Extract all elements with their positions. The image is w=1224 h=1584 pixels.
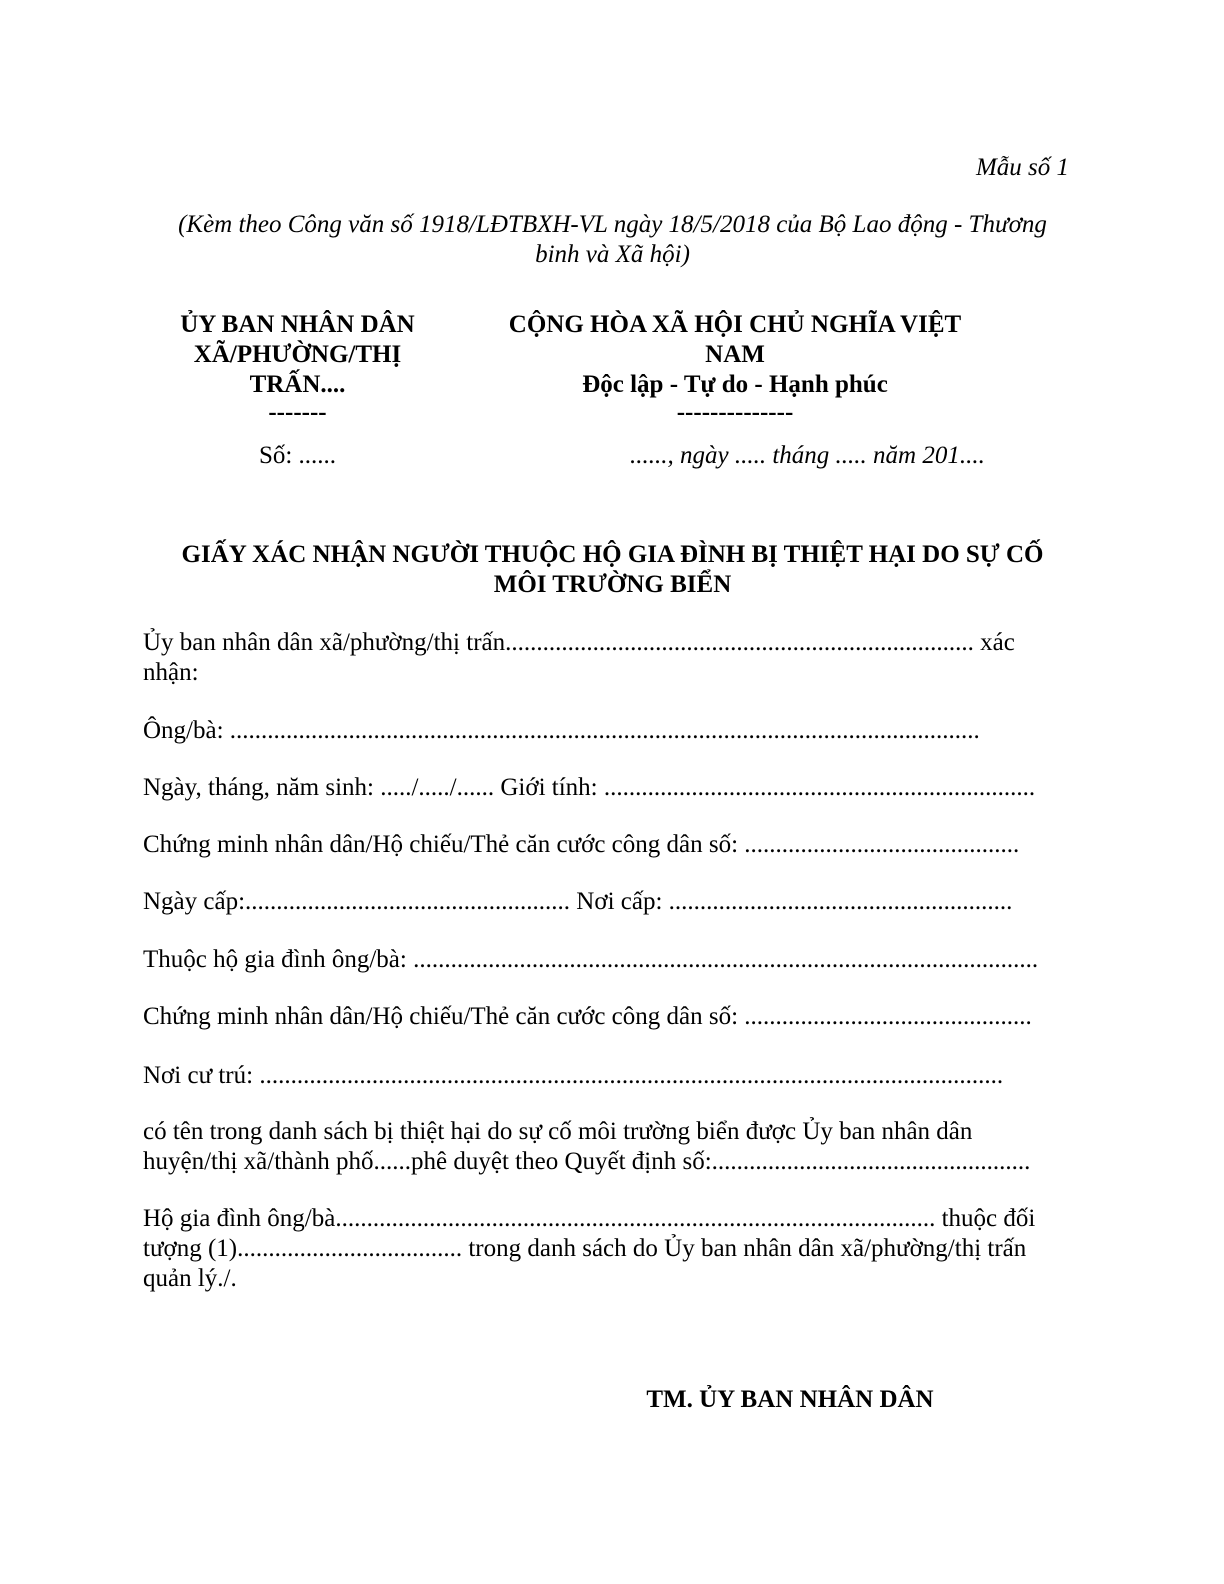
reference-note-line-2: binh và Xã hội): [535, 241, 690, 268]
issuer-line-1: ỦY BAN NHÂN DÂN: [180, 311, 415, 338]
issuer-divider: -------: [268, 399, 327, 426]
national-name-line-2: NAM: [705, 341, 765, 368]
signature-title: TM. ỦY BAN NHÂN DÂN: [646, 1386, 934, 1413]
id-number-field: Chứng minh nhân dân/Hộ chiếu/Thẻ căn cước công dân số: ............................................: [143, 831, 1020, 858]
category-line-1: Hộ gia đình ông/bà................................................................................................ thuộc đối: [143, 1205, 1036, 1232]
document-title-line-2: MÔI TRƯỜNG BIỂN: [493, 571, 732, 598]
national-header-block: [470, 310, 1000, 426]
national-motto: Độc lập - Tự do - Hạnh phúc: [582, 371, 888, 398]
issuer-line-3: TRẤN....: [249, 371, 346, 398]
approval-list-paragraph: [143, 1117, 1078, 1177]
intro-line-2: nhận:: [143, 659, 199, 686]
document-title: [145, 540, 1080, 600]
category-line-3: quản lý./.: [143, 1265, 237, 1292]
issuer-block: [150, 310, 445, 426]
national-divider: --------------: [676, 399, 794, 426]
category-paragraph: [143, 1204, 1078, 1294]
intro-line-1: Ủy ban nhân dân xã/phường/thị trấn........................................................................... xác: [143, 629, 1015, 656]
document-title-line-1: GIẤY XÁC NHẬN NGƯỜI THUỘC HỘ GIA ĐÌNH BỊ THIỆT HẠI DO SỰ CỐ: [181, 541, 1044, 568]
form-number: Mẫu số 1: [975, 154, 1069, 181]
intro-paragraph: [143, 628, 1078, 688]
issue-date-place-field: Ngày cấp:.................................................... Nơi cấp: .......................................................: [143, 888, 1013, 915]
document-number: Số: ......: [258, 442, 337, 469]
residence-field: Nơi cư trú: .......................................................................................................................: [143, 1062, 1004, 1089]
issuer-line-2: XÃ/PHƯỜNG/THỊ: [193, 341, 402, 368]
reference-note: [145, 210, 1080, 270]
category-line-2: tượng (1).................................... trong danh sách do Ủy ban nhân dân xã/phường/thị trấn: [143, 1235, 1027, 1262]
date-line: ......, ngày ..... tháng ..... năm 201....: [630, 442, 985, 469]
approval-list-line-2: huyện/thị xã/thành phố......phê duyệt theo Quyết định số:...................................................: [143, 1148, 1031, 1175]
approval-list-line-1: có tên trong danh sách bị thiệt hại do sự cố môi trường biển được Ủy ban nhân dân: [143, 1118, 973, 1145]
household-id-number-field: Chứng minh nhân dân/Hộ chiếu/Thẻ căn cước công dân số: ..............................................: [143, 1003, 1032, 1030]
name-field: Ông/bà: ........................................................................................................................: [143, 717, 980, 744]
reference-note-line-1: (Kèm theo Công văn số 1918/LĐTBXH-VL ngày 18/5/2018 của Bộ Lao động - Thương: [178, 211, 1047, 238]
household-field: Thuộc hộ gia đình ông/bà: ....................................................................................................: [143, 946, 1039, 973]
birth-gender-field: Ngày, tháng, năm sinh: ...../...../...... Giới tính: .....................................................................: [143, 774, 1036, 801]
national-name-line-1: CỘNG HÒA XÃ HỘI CHỦ NGHĨA VIỆT: [508, 311, 962, 338]
